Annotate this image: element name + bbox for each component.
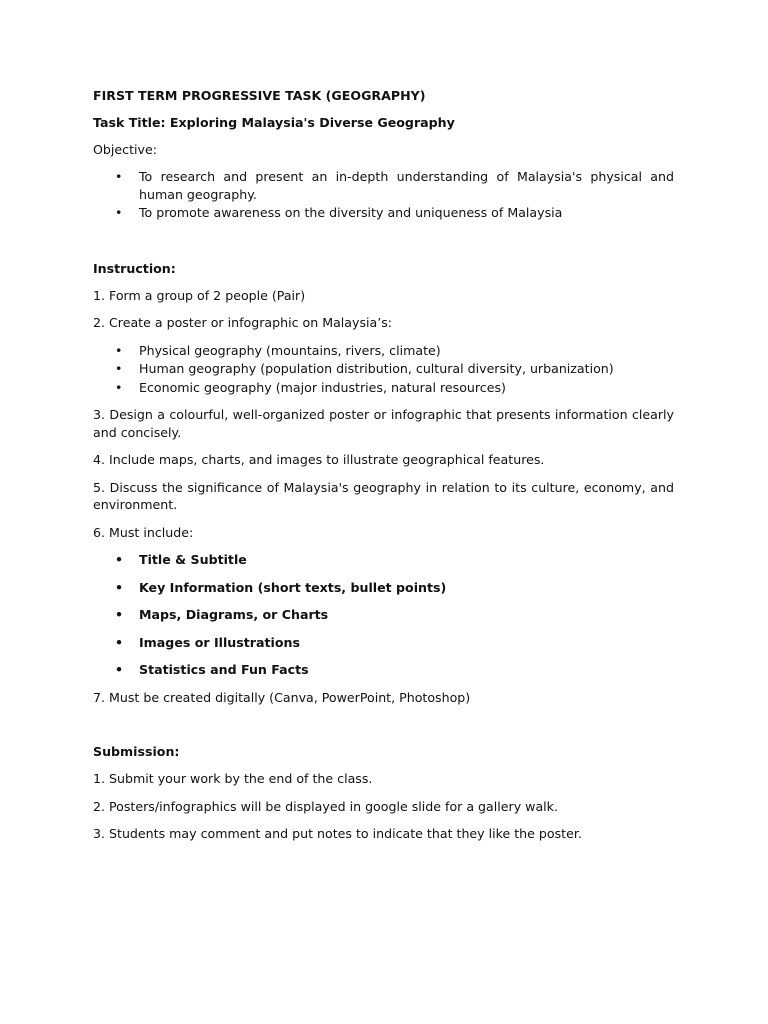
- geography-type-text: Economic geography (major industries, natural resources): [139, 379, 506, 395]
- bullet-icon: •: [115, 342, 123, 358]
- submission-step-1: 1. Submit your work by the end of the class.: [93, 771, 373, 786]
- objective-text: To research and present an in-depth understanding of Malaysia's physical and human geography.: [139, 169, 674, 202]
- geography-type-text: Physical geography (mountains, rivers, climate): [139, 342, 441, 358]
- bullet-icon: •: [115, 662, 124, 677]
- bullet-icon: •: [115, 361, 123, 376]
- instruction-step-3: 3. Design a colourful, well-organized poster or infographic that presents information clearly and concisely.: [93, 407, 674, 440]
- list-item: [93, 360, 674, 378]
- must-include-text: Images or Illustrations: [139, 634, 300, 650]
- geography-type-list: [93, 342, 674, 397]
- must-include-text: Title & Subtitle: [139, 552, 247, 567]
- bullet-icon: •: [115, 552, 124, 567]
- bullet-icon: •: [115, 579, 124, 595]
- task-title: Task Title: Exploring Malaysia's Diverse Geography: [93, 115, 455, 130]
- instruction-step-5: 5. Discuss the significance of Malaysia's geography in relation to its culture, economy, and environment.: [93, 479, 674, 512]
- geography-type-text: Human geography (population distribution, cultural diversity, urbanization): [139, 361, 614, 376]
- list-item: [93, 204, 674, 222]
- spacer: [93, 716, 674, 743]
- objective-list: [93, 168, 674, 222]
- document-title: FIRST TERM PROGRESSIVE TASK (GEOGRAPHY): [93, 88, 426, 103]
- bullet-icon: •: [115, 205, 123, 220]
- must-include-list: [93, 551, 674, 679]
- list-item: [93, 661, 674, 679]
- objective-text: To promote awareness on the diversity and uniqueness of Malaysia: [139, 205, 563, 220]
- list-item: [93, 551, 674, 569]
- list-item: [93, 168, 674, 203]
- instruction-step-1: 1. Form a group of 2 people (Pair): [93, 287, 306, 303]
- bullet-icon: •: [115, 607, 124, 622]
- submission-label: Submission:: [93, 744, 180, 759]
- list-item: [93, 342, 674, 360]
- submission-step-3: 3. Students may comment and put notes to indicate that they like the poster.: [93, 826, 582, 841]
- list-item: [93, 634, 674, 652]
- submission-step-2: 2. Posters/infographics will be displayed in google slide for a gallery walk.: [93, 798, 558, 814]
- instruction-label: Instruction:: [93, 260, 176, 276]
- list-item: [93, 379, 674, 397]
- instruction-step-4: 4. Include maps, charts, and images to illustrate geographical features.: [93, 452, 545, 467]
- must-include-text: Statistics and Fun Facts: [139, 662, 309, 677]
- must-include-text: Key Information (short texts, bullet points): [139, 579, 447, 595]
- list-item: [93, 606, 674, 624]
- instruction-step-6: 6. Must include:: [93, 524, 194, 540]
- document-page: [93, 87, 674, 853]
- bullet-icon: •: [115, 379, 123, 395]
- objective-label: Objective:: [93, 142, 157, 157]
- must-include-text: Maps, Diagrams, or Charts: [139, 607, 329, 622]
- instruction-step-2: 2. Create a poster or infographic on Malaysia’s:: [93, 315, 393, 330]
- list-item: [93, 579, 674, 597]
- bullet-icon: •: [115, 634, 124, 650]
- instruction-step-7: 7. Must be created digitally (Canva, PowerPoint, Photoshop): [93, 689, 471, 705]
- spacer: [93, 223, 674, 250]
- bullet-icon: •: [115, 169, 123, 184]
